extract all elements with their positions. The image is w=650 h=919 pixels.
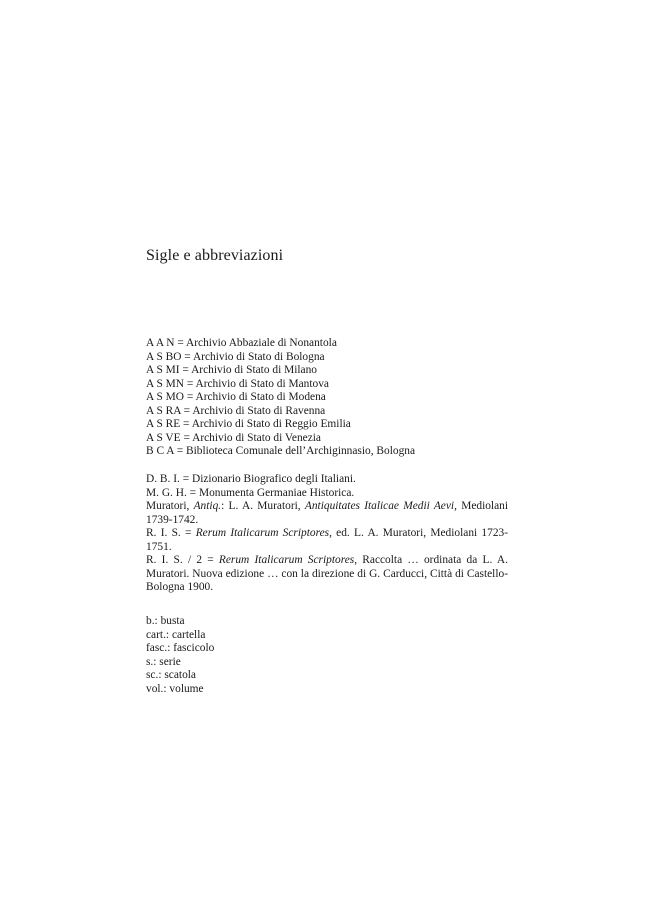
archive-entry: A S RE = Archivio di Stato di Reggio Emilia	[146, 418, 351, 430]
abbreviation-entry: vol.: volume	[146, 682, 204, 695]
archive-entry: A S MN = Archivio di Stato di Mantova	[146, 377, 329, 390]
reference-entry: D. B. I. = Dizionario Biografico degli Italiani.	[146, 473, 356, 485]
bibliographic-references	[146, 473, 508, 595]
archive-entry: B C A = Biblioteca Comunale dell’Archiginnasio, Bologna	[146, 445, 416, 457]
archive-entry: A S BO = Archivio di Stato di Bologna	[146, 350, 325, 363]
abbreviations-list	[146, 615, 508, 696]
archive-entry: A A N = Archivio Abbaziale di Nonantola	[146, 337, 337, 349]
reference-entry: M. G. H. = Monumenta Germaniae Historica.	[146, 486, 355, 499]
page-title: Sigle e abbreviazioni	[146, 247, 284, 264]
abbreviation-entry: s.: serie	[146, 655, 181, 668]
abbreviation-entry: b.: busta	[146, 615, 185, 627]
archive-entry: A S MI = Archivio di Stato di Milano	[146, 364, 317, 376]
archive-entry: A S MO = Archivio di Stato di Modena	[146, 391, 326, 403]
reference-entry: R. I. S. = Rerum Italicarum Scriptores, ed. L. A. Muratori, Mediolani 1723-1751.	[146, 527, 509, 553]
archive-entry: A S VE = Archivio di Stato di Venezia	[146, 431, 321, 444]
reference-entry: Muratori, Antiq.: L. A. Muratori, Antiquitates Italicae Medii Aevi, Mediolani 1739-1742.	[146, 500, 509, 526]
abbreviation-entry: fasc.: fascicolo	[146, 642, 215, 654]
archive-sigle-list	[146, 337, 508, 459]
archive-entry: A S RA = Archivio di Stato di Ravenna	[146, 404, 326, 417]
abbreviation-entry: cart.: cartella	[146, 628, 206, 641]
reference-entry: R. I. S. / 2 = Rerum Italicarum Scriptores, Raccolta … ordinata da L. A. Muratori. Nuova edizione … con la direzione di G. Carducci, Città di Castello-Bologna 1900.	[146, 554, 508, 593]
abbreviation-entry: sc.: scatola	[146, 669, 196, 681]
